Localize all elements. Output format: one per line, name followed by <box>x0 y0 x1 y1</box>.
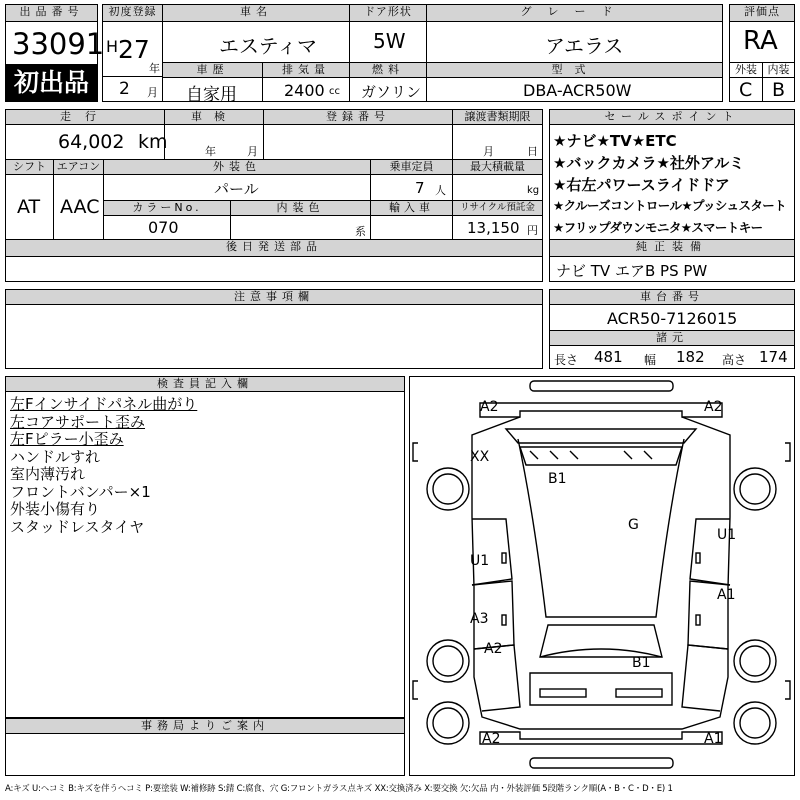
damage-roof: G <box>628 517 639 533</box>
mileage: 64,002 <box>58 131 125 153</box>
interior-color-unit: 系 <box>355 225 366 238</box>
inspector-box <box>5 391 405 718</box>
exterior-color-cell <box>103 174 371 201</box>
exterior-grade-cell <box>729 77 763 102</box>
score-label: 評価点 <box>729 4 795 22</box>
model: DBA-ACR50W <box>523 81 632 100</box>
max-load-label: 最大積載量 <box>452 159 543 175</box>
legend: A:キズ U:ヘコミ B:キズを伴うヘコミ P:要塗装 W:補修跡 S:錆 C:腐食、穴 G:フロントガラス点キズ XX:交換済み X:要交換 欠:欠品 内・外装評価 5段階ランク順(A・B・C・D・E) 1 <box>5 784 673 794</box>
car-outline-diagram <box>410 377 793 774</box>
score-cell <box>729 21 795 63</box>
damage-front-right: A2 <box>704 399 723 415</box>
year-unit: 年 <box>149 62 160 75</box>
first-registration-label: 初度登録 <box>102 4 163 22</box>
inspector-note: 左Fインサイドパネル曲がり <box>10 395 198 413</box>
interior-grade-cell <box>762 77 795 102</box>
inspector-note: 外装小傷有り <box>10 500 101 518</box>
sales-points-box <box>549 124 795 240</box>
length-label: 長さ <box>554 353 579 367</box>
car-name-cell <box>162 21 350 63</box>
exterior-grade: C <box>739 79 753 101</box>
shift-label: シフト <box>5 159 54 175</box>
era: H <box>106 37 119 56</box>
damage-left-front-door: U1 <box>470 553 490 569</box>
inspector-note: 左コアサポート歪み <box>10 412 146 431</box>
color-number-label: カラーNo. <box>103 200 231 216</box>
inspector-note: 左Fピラー小歪み <box>10 430 124 448</box>
damage-front-left: A2 <box>480 399 499 415</box>
length-value: 481 <box>594 348 623 366</box>
inspector-note: フロントバンパー×1 <box>10 482 151 501</box>
mileage-unit: km <box>138 131 168 153</box>
import-label: 輸入車 <box>370 200 453 216</box>
dimensions-label: 諸元 <box>549 330 795 346</box>
transfer-deadline-cell <box>452 124 543 160</box>
registration-number-cell <box>263 124 453 160</box>
width-label: 幅 <box>644 353 657 367</box>
car-name-label: 車名 <box>162 4 350 22</box>
damage-right-rear-door: A1 <box>717 587 736 603</box>
inspection-cell <box>164 124 264 160</box>
grade-cell <box>426 21 723 63</box>
grade-label: グレード <box>426 4 723 22</box>
office-notice-box <box>5 733 405 776</box>
fuel: ガソリン <box>361 83 422 101</box>
notes-box <box>5 304 543 369</box>
damage-rear-right: A1 <box>704 731 723 747</box>
transfer-month-unit: 月 <box>483 145 494 158</box>
inspector-label: 検査員記入欄 <box>5 376 405 392</box>
score: RA <box>743 26 778 56</box>
history-cell <box>162 77 263 105</box>
office-notice-label: 事務局よりご案内 <box>5 718 405 734</box>
recycle-label: リサイクル預託金 <box>452 200 543 216</box>
aircon-cell <box>53 174 104 240</box>
displacement: 2400 <box>284 81 325 100</box>
damage-right-front-door: U1 <box>717 527 737 543</box>
recycle-unit: 円 <box>527 224 538 237</box>
sales-point-3: ★右左パワースライドドア <box>553 176 730 194</box>
door-type-label: ドア形状 <box>349 4 427 22</box>
damage-windshield: B1 <box>548 471 567 487</box>
first-listing-label: 初出品 <box>13 68 89 97</box>
inspection-label: 車検 <box>164 109 264 125</box>
shift: AT <box>17 196 41 218</box>
dimensions-cell <box>549 345 795 369</box>
registration-number-label: 登録番号 <box>263 109 453 125</box>
history-label: 車歴 <box>162 62 263 78</box>
color-number-cell <box>103 215 231 240</box>
damage-left-quarter: A2 <box>484 641 503 657</box>
displacement-cell <box>262 77 350 102</box>
registration-month-cell <box>102 76 163 102</box>
shift-cell <box>5 174 54 240</box>
equipment-cell <box>549 256 795 282</box>
notes-label: 注意事項欄 <box>5 289 543 305</box>
first-listing-badge <box>5 64 98 102</box>
sales-point-2: ★バックカメラ★社外アルミ <box>553 154 745 172</box>
inspector-note: 室内薄汚れ <box>10 465 86 483</box>
history: 自家用 <box>186 85 237 105</box>
lot-number-cell <box>5 21 105 65</box>
fuel-cell <box>349 77 427 102</box>
width-value: 182 <box>676 348 705 366</box>
interior-grade-label: 内装 <box>762 62 795 78</box>
displacement-label: 排気量 <box>262 62 350 78</box>
interior-grade: B <box>772 79 786 101</box>
chassis-cell <box>549 304 795 331</box>
grade: アエラス <box>545 34 624 58</box>
later-parts-label: 後日発送部品 <box>5 239 543 257</box>
chassis-label: 車台番号 <box>549 289 795 305</box>
chassis-number: ACR50-7126015 <box>607 309 738 328</box>
height-label: 高さ <box>722 353 747 367</box>
inspector-note: スタッドレスタイヤ <box>10 517 145 536</box>
model-cell <box>426 77 723 102</box>
capacity-label: 乗車定員 <box>370 159 453 175</box>
sales-point-4: ★クルーズコントロール★プッシュスタート <box>553 198 787 213</box>
transfer-day-unit: 日 <box>527 145 538 158</box>
transfer-deadline-label: 譲渡書類期限 <box>452 109 543 125</box>
door-type: 5W <box>373 29 406 53</box>
damage-rear-window: B1 <box>632 655 651 671</box>
displacement-unit: cc <box>329 86 340 97</box>
lot-number-label: 出品番号 <box>5 4 98 22</box>
lot-number: 33091 <box>12 27 105 61</box>
inspection-month-unit: 月 <box>247 145 258 158</box>
inspection-year-unit: 年 <box>205 145 216 158</box>
car-name: エスティマ <box>219 34 317 58</box>
equipment-label: 純正装備 <box>549 239 795 257</box>
damage-diagram <box>409 376 795 776</box>
capacity-unit: 人 <box>435 184 446 197</box>
door-type-cell <box>349 21 427 63</box>
max-load-cell <box>452 174 543 201</box>
recycle-fee: 13,150 <box>467 219 520 237</box>
first-registration-cell <box>102 21 163 77</box>
max-load-unit: kg <box>527 185 540 196</box>
color-number: 070 <box>148 218 179 237</box>
sales-point-1: ★ナビ★TV★ETC <box>553 132 677 150</box>
registration-year: 27 <box>118 35 150 64</box>
mileage-label: 走行 <box>5 109 165 125</box>
sales-points-label: セールスポイント <box>549 109 795 125</box>
recycle-cell <box>452 215 543 240</box>
inspector-notes-list <box>10 396 197 536</box>
model-label: 型式 <box>426 62 723 78</box>
interior-color-cell <box>230 215 371 240</box>
month-unit: 月 <box>147 86 158 99</box>
sales-point-5: ★フリップダウンモニタ★スマートキー <box>553 220 763 235</box>
damage-left-rear-door: A3 <box>470 611 489 627</box>
equipment: ナビ TV エアB PS PW <box>556 262 708 280</box>
interior-color-label: 内装色 <box>230 200 371 216</box>
capacity-cell <box>370 174 453 201</box>
damage-rear-left: A2 <box>482 731 501 747</box>
registration-month: 2 <box>119 79 130 99</box>
inspector-note: ハンドルすれ <box>10 447 101 466</box>
aircon-label: エアコン <box>53 159 104 175</box>
fuel-label: 燃料 <box>349 62 427 78</box>
exterior-color-label: 外装色 <box>103 159 371 175</box>
exterior-grade-label: 外装 <box>729 62 763 78</box>
later-parts-cell <box>5 256 543 282</box>
mileage-cell <box>5 124 168 160</box>
exterior-color: パール <box>214 180 259 198</box>
height-value: 174 <box>759 348 788 366</box>
aircon: AAC <box>60 196 100 218</box>
import-cell <box>370 215 453 240</box>
capacity: 7 <box>415 179 425 197</box>
damage-hood-left: XX <box>470 449 490 465</box>
